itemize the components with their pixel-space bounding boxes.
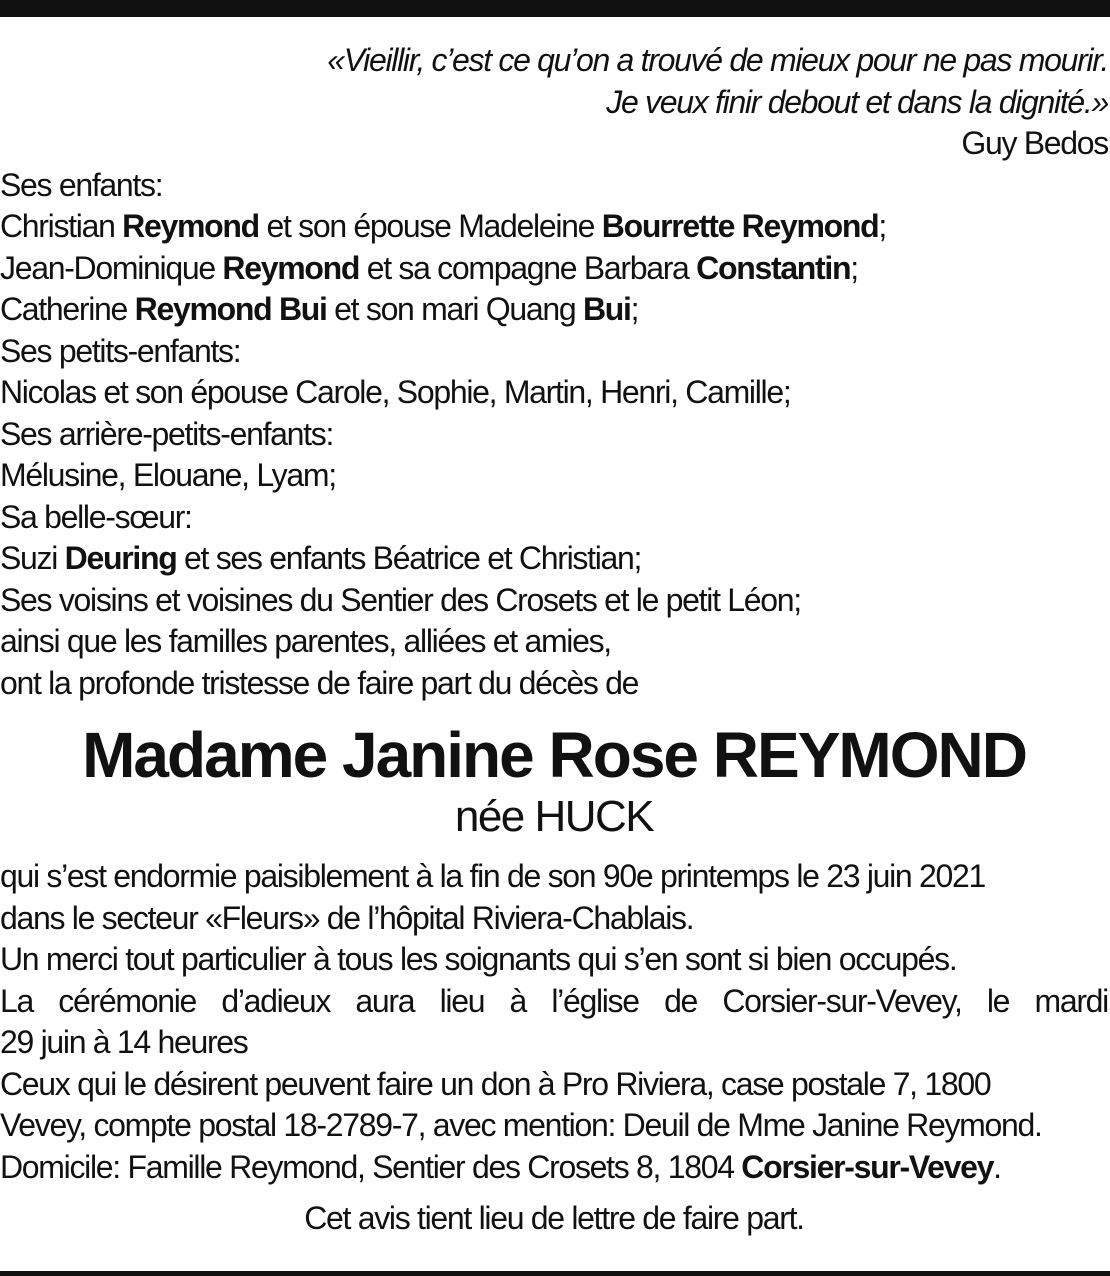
details-block — [0, 856, 1108, 1240]
announcement-line: ont la profonde tristesse de faire part du décès de — [0, 664, 639, 701]
child-3-last: Reymond Bui — [134, 291, 327, 327]
child-3-end: ; — [630, 291, 639, 327]
child-2-first: Jean-Dominique — [0, 249, 223, 286]
child-line-3 — [0, 289, 1108, 331]
ceremony-line-2: 29 juin à 14 heures — [0, 1024, 248, 1060]
quote-line-2: Je veux finir debout et dans la dignité.» — [606, 83, 1108, 120]
child-line-2 — [0, 248, 1108, 290]
quote-line-1: «Vieillir, c’est ce qu’on a trouvé de mieux pour ne pas mourir. — [327, 42, 1108, 78]
sister-in-law-rest: et ses enfants Béatrice et Christian; — [176, 540, 642, 576]
sister-in-law-first: Suzi — [0, 540, 65, 576]
deceased-name-block — [0, 720, 1108, 842]
child-2-last: Reymond — [222, 249, 360, 286]
obituary-notice — [0, 40, 1108, 1240]
deceased-name: Madame Janine Rose REYMOND — [82, 719, 1026, 791]
domicile-end: . — [993, 1148, 1001, 1185]
top-border-rule — [0, 0, 1110, 17]
domicile-prefix: Domicile: Famille Reymond, Sentier des Crosets 8, 1804 — [0, 1148, 742, 1185]
thanks-line: Un merci tout particulier à tous les soignants qui s’en sont si bien occupés. — [0, 941, 957, 977]
children-heading: Ses enfants: — [0, 166, 163, 203]
child-3-spouse-last: Bui — [582, 291, 631, 327]
sister-in-law-line — [0, 538, 1108, 580]
child-1-end: ; — [878, 208, 886, 244]
great-grandchildren-list: Mélusine, Elouane, Lyam; — [0, 457, 336, 493]
neighbours-line: Ses voisins et voisines du Sentier des Crosets et le petit Léon; — [0, 581, 801, 618]
child-1-spouse-last: Bourrette Reymond — [601, 208, 879, 244]
domicile-line — [0, 1147, 1108, 1189]
child-1-first: Christian — [0, 208, 123, 244]
passing-line-1: qui s’est endormie paisiblement à la fin de son 90e printemps le 23 juin 2021 — [0, 858, 986, 894]
child-3-mid: et son mari Quang — [326, 291, 583, 327]
passing-line-2: dans le secteur «Fleurs» de l’hôpital Riviera-Chablais. — [0, 899, 694, 936]
child-2-mid: et sa compagne Barbara — [359, 249, 697, 286]
ceremony-line-1: La cérémonie d’adieux aura lieu à l’église de Corsier-sur-Vevey, le mardi — [0, 982, 1108, 1019]
donation-line-1: Ceux qui le désirent peuvent faire un don à Pro Riviera, case postale 7, 1800 — [0, 1065, 991, 1102]
bottom-border-rule — [0, 1271, 1110, 1276]
donation-line-2: Vevey, compte postal 18-2789-7, avec mention: Deuil de Mme Janine Reymond. — [0, 1107, 1042, 1143]
child-3-first: Catherine — [0, 291, 135, 327]
maiden-name: née HUCK — [454, 792, 654, 841]
child-1-last: Reymond — [122, 208, 259, 244]
sister-in-law-heading: Sa belle-sœur: — [0, 498, 192, 535]
child-2-spouse-last: Constantin — [696, 249, 851, 286]
quote-author: Guy Bedos — [961, 125, 1108, 161]
child-line-1 — [0, 206, 1108, 248]
families-line: ainsi que les familles parentes, alliées et amies, — [0, 623, 611, 659]
grandchildren-heading: Ses petits-enfants: — [0, 332, 241, 369]
child-2-end: ; — [850, 249, 858, 286]
great-grandchildren-heading: Ses arrière-petits-enfants: — [0, 415, 334, 452]
closing-line: Cet avis tient lieu de lettre de faire part. — [304, 1200, 804, 1236]
domicile-town: Corsier-sur-Vevey — [741, 1148, 994, 1185]
child-1-mid: et son épouse Madeleine — [258, 208, 602, 244]
sister-in-law-last: Deuring — [64, 540, 177, 576]
grandchildren-list: Nicolas et son épouse Carole, Sophie, Martin, Henri, Camille; — [0, 374, 791, 410]
